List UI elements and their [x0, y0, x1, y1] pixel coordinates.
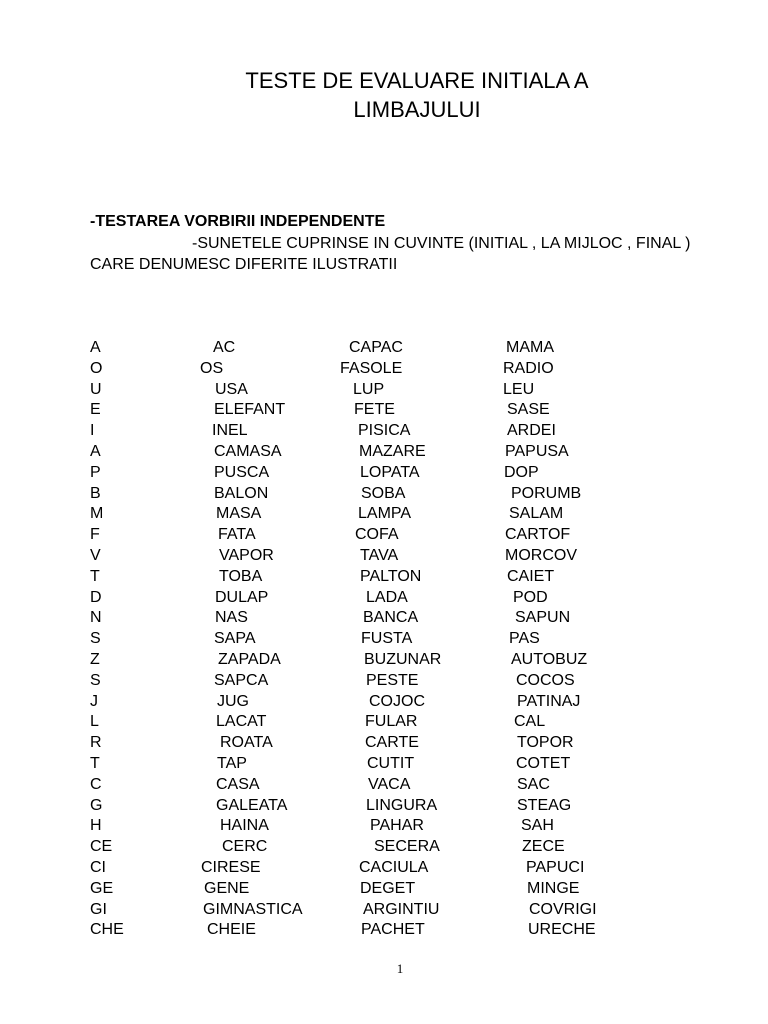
- sound-label: Z: [90, 650, 100, 668]
- word-middle: BUZUNAR: [364, 650, 442, 668]
- word-middle: FULAR: [365, 713, 418, 731]
- word-initial: FATA: [218, 526, 256, 544]
- sound-label: GI: [90, 900, 107, 918]
- table-row: [0, 463, 768, 484]
- word-final: SAC: [517, 775, 550, 793]
- word-final: PAS: [509, 630, 540, 648]
- word-final: ZECE: [522, 838, 565, 856]
- sound-label: A: [90, 442, 101, 460]
- page-number: 1: [396, 961, 404, 976]
- word-initial: JUG: [217, 692, 249, 710]
- word-initial: OS: [200, 359, 224, 377]
- table-row: [0, 879, 768, 900]
- word-middle: CAPAC: [349, 339, 403, 356]
- sound-label: T: [90, 754, 100, 772]
- sound-label: F: [90, 526, 100, 544]
- sound-label: CE: [90, 838, 113, 856]
- word-final: LEU: [503, 380, 535, 398]
- word-final: PORUMB: [511, 484, 582, 502]
- word-initial: LACAT: [216, 713, 267, 731]
- word-middle: PAHAR: [370, 817, 424, 835]
- word-initial: PUSCA: [214, 463, 270, 481]
- word-middle: CUTIT: [367, 754, 415, 772]
- word-middle: TAVA: [360, 546, 399, 564]
- word-initial: TAP: [217, 754, 247, 772]
- sound-label: S: [90, 671, 101, 689]
- table-row: [0, 504, 768, 525]
- word-middle: CARTE: [365, 734, 419, 752]
- word-initial: BALON: [214, 484, 269, 502]
- table-row: [0, 525, 768, 546]
- word-middle: PISICA: [358, 422, 411, 440]
- sound-label: H: [90, 817, 102, 835]
- page-title: [0, 66, 768, 124]
- word-initial: ROATA: [220, 734, 273, 752]
- sound-label: J: [90, 692, 98, 710]
- table-row: [0, 567, 768, 588]
- word-final: POD: [513, 588, 548, 606]
- word-initial: TOBA: [219, 567, 263, 585]
- sound-label: B: [90, 484, 101, 502]
- word-final: MORCOV: [505, 546, 577, 564]
- table-row: [0, 629, 768, 650]
- table-row: [0, 920, 768, 941]
- word-initial: SAPCA: [214, 671, 269, 689]
- sound-label: U: [90, 380, 102, 398]
- sound-label: N: [90, 609, 102, 627]
- table-row: [0, 421, 768, 442]
- sound-label: T: [90, 567, 100, 585]
- sound-label: R: [90, 734, 102, 752]
- sound-label: D: [90, 588, 102, 606]
- word-middle: MAZARE: [359, 442, 426, 460]
- sound-word-table: [0, 338, 768, 941]
- word-middle: FUSTA: [361, 630, 413, 648]
- word-initial: INEL: [212, 422, 248, 440]
- table-row: [0, 692, 768, 713]
- word-middle: LOPATA: [360, 463, 420, 481]
- sound-label: L: [90, 713, 99, 731]
- word-initial: AC: [213, 339, 236, 356]
- word-initial: ZAPADA: [218, 650, 281, 668]
- word-final: SASE: [507, 401, 550, 419]
- table-row: [0, 837, 768, 858]
- word-initial: CASA: [216, 775, 260, 793]
- word-final: URECHE: [528, 921, 596, 939]
- word-initial: CIRESE: [201, 858, 261, 876]
- description-line-1: -SUNETELE CUPRINSE IN CUVINTE (INITIAL , LA MIJLOC , FINAL ): [192, 235, 691, 252]
- word-final: MINGE: [527, 879, 580, 897]
- word-final: ARDEI: [507, 422, 556, 440]
- sound-label: GE: [90, 879, 114, 897]
- sound-label: G: [90, 796, 103, 814]
- word-initial: DULAP: [215, 588, 269, 606]
- sound-label: M: [90, 505, 104, 523]
- table-row: [0, 650, 768, 671]
- word-middle: LUP: [353, 380, 385, 398]
- word-initial: VAPOR: [219, 546, 274, 564]
- table-row: [0, 858, 768, 879]
- table-row: [0, 359, 768, 380]
- word-middle: SECERA: [374, 838, 440, 856]
- word-final: PATINAJ: [517, 692, 581, 710]
- word-final: STEAG: [517, 796, 572, 814]
- sound-label: A: [90, 339, 101, 356]
- word-initial: CHEIE: [207, 921, 256, 939]
- word-middle: ARGINTIU: [363, 900, 440, 918]
- word-final: TOPOR: [517, 734, 574, 752]
- sound-label: E: [90, 401, 101, 419]
- sound-label: I: [90, 422, 95, 440]
- sound-label: P: [90, 463, 101, 481]
- word-initial: ELEFANT: [214, 401, 286, 419]
- word-final: COCOS: [516, 671, 575, 689]
- sound-label: CHE: [90, 921, 124, 939]
- table-row: [0, 442, 768, 463]
- word-middle: LAMPA: [358, 505, 412, 523]
- word-middle: VACA: [368, 775, 411, 793]
- description-line-2: CARE DENUMESC DIFERITE ILUSTRATII: [90, 256, 398, 273]
- word-initial: MASA: [216, 505, 262, 523]
- table-row: [0, 671, 768, 692]
- word-final: RADIO: [503, 359, 554, 377]
- table-row: [0, 484, 768, 505]
- word-middle: LADA: [366, 588, 408, 606]
- word-middle: PALTON: [360, 567, 422, 585]
- word-final: PAPUSA: [505, 442, 569, 460]
- word-middle: DEGET: [360, 879, 416, 897]
- word-middle: PACHET: [361, 921, 425, 939]
- word-middle: SOBA: [361, 484, 406, 502]
- word-final: DOP: [504, 463, 539, 481]
- word-final: CARTOF: [505, 526, 571, 544]
- word-initial: GIMNASTICA: [203, 900, 303, 918]
- table-row: [0, 733, 768, 754]
- word-middle: PESTE: [366, 671, 419, 689]
- word-final: PAPUCI: [526, 858, 585, 876]
- word-initial: USA: [215, 380, 248, 398]
- section-heading: -TESTAREA VORBIRII INDEPENDENTE: [90, 213, 386, 230]
- word-final: COTET: [516, 754, 571, 772]
- word-final: SAPUN: [515, 609, 571, 627]
- table-row: [0, 338, 768, 359]
- title-line-1: TESTE DE EVALUARE INITIALA A: [245, 68, 589, 93]
- sound-label: C: [90, 775, 102, 793]
- word-initial: HAINA: [220, 817, 269, 835]
- word-middle: BANCA: [363, 609, 419, 627]
- word-middle: COFA: [355, 526, 399, 544]
- table-row: [0, 900, 768, 921]
- table-row: [0, 608, 768, 629]
- word-final: COVRIGI: [529, 900, 597, 918]
- sound-label: O: [90, 359, 103, 377]
- table-row: [0, 775, 768, 796]
- title-line-2: LIMBAJULUI: [353, 97, 481, 122]
- word-middle: FASOLE: [340, 359, 403, 377]
- word-final: CAL: [514, 713, 546, 731]
- word-final: SALAM: [509, 505, 564, 523]
- word-middle: CACIULA: [359, 858, 429, 876]
- word-final: CAIET: [507, 567, 555, 585]
- sound-label: V: [90, 546, 101, 564]
- table-row: [0, 712, 768, 733]
- sound-label: CI: [90, 858, 106, 876]
- table-row: [0, 754, 768, 775]
- word-initial: CAMASA: [214, 442, 282, 460]
- word-initial: GALEATA: [216, 796, 288, 814]
- sound-label: S: [90, 630, 101, 648]
- table-row: [0, 816, 768, 837]
- table-row: [0, 546, 768, 567]
- word-final: SAH: [521, 817, 554, 835]
- table-row: [0, 380, 768, 401]
- table-row: [0, 400, 768, 421]
- word-initial: NAS: [215, 609, 248, 627]
- table-row: [0, 796, 768, 817]
- word-middle: COJOC: [369, 692, 425, 710]
- word-final: MAMA: [506, 339, 554, 356]
- table-row: [0, 588, 768, 609]
- word-initial: CERC: [222, 838, 268, 856]
- word-initial: SAPA: [214, 630, 256, 648]
- word-middle: LINGURA: [366, 796, 438, 814]
- word-initial: GENE: [204, 879, 250, 897]
- word-final: AUTOBUZ: [511, 650, 588, 668]
- word-middle: FETE: [354, 401, 395, 419]
